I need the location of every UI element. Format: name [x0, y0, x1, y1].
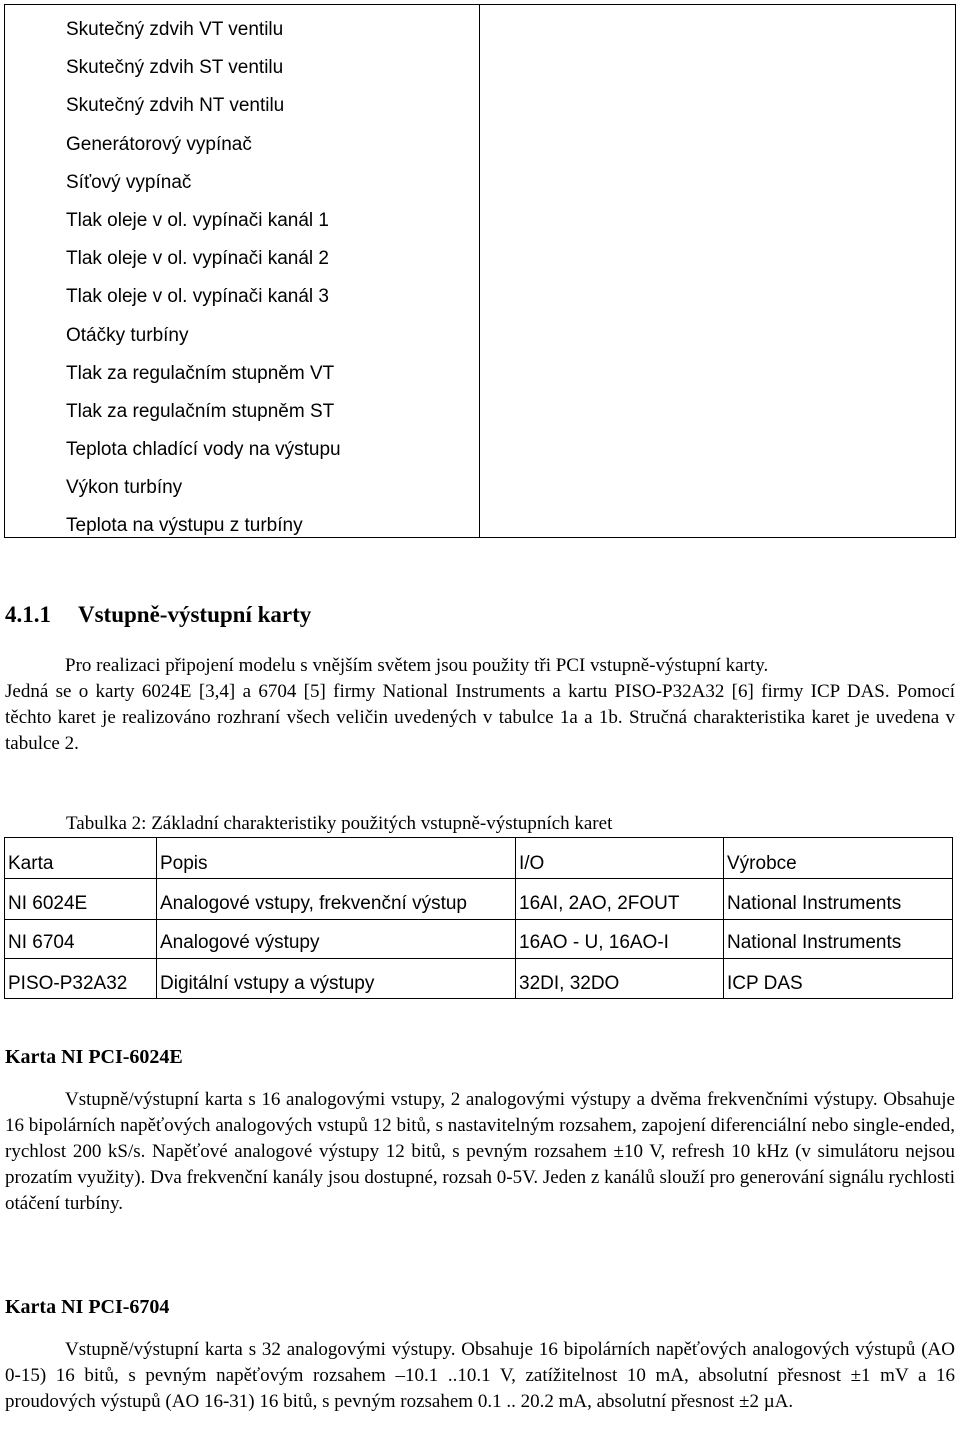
table-cell: National Instruments — [724, 920, 953, 959]
table-cell: 16AO - U, 16AO-I — [516, 920, 724, 959]
table-cell: ICP DAS — [724, 959, 953, 999]
signal-row: Otáčky turbíny — [66, 324, 189, 346]
paragraph-6704 — [5, 1337, 955, 1415]
column-header: Výrobce — [724, 838, 953, 879]
paragraph-6024e — [5, 1087, 955, 1217]
section-heading — [5, 602, 311, 628]
signal-list — [66, 15, 341, 550]
signal-row: Teplota na výstupu z turbíny — [66, 515, 303, 537]
table-row — [5, 879, 953, 920]
table-cell: National Instruments — [724, 879, 953, 920]
signal-row: Síťový vypínač — [66, 171, 192, 193]
column-header: Popis — [157, 838, 516, 879]
table-cell: PISO-P32A32 — [5, 959, 157, 999]
section-number: 4.1.1 — [5, 602, 51, 627]
table-right-border — [955, 5, 956, 537]
signal-row: Skutečný zdvih VT ventilu — [66, 19, 284, 40]
intro-paragraph-first-line: Pro realizaci připojení modelu s vnějším světem jsou použity tři PCI vstupně-výstupní karty. — [65, 655, 769, 676]
signal-row: Tlak oleje v ol. vypínači kanál 2 — [66, 248, 329, 270]
intro-paragraph-rest: Jedná se o karty 6024E [3,4] a 6704 [5] firmy National Instruments a kartu PISO-P32A32 [6] firmy ICP DAS. Pomocí těchto karet je realizováno rozhraní všech veličin uvedených v tabulce 1a a 1b. Stručná charakteristika karet je uvedena v tabulce 2. — [5, 681, 955, 754]
signal-row: Tlak oleje v ol. vypínači kanál 1 — [66, 209, 329, 231]
intro-paragraph — [5, 653, 955, 757]
column-header: Karta — [5, 838, 157, 879]
signal-row: Skutečný zdvih ST ventilu — [66, 57, 284, 79]
signal-row: Skutečný zdvih NT ventilu — [66, 95, 285, 117]
subsection-heading-6704: Karta NI PCI-6704 — [5, 1296, 170, 1318]
table-row — [5, 920, 953, 959]
table-header-row — [5, 838, 953, 879]
table-cell: Analogové vstupy, frekvenční výstup — [157, 879, 516, 920]
cards-table — [4, 837, 953, 999]
signal-row: Tlak oleje v ol. vypínači kanál 3 — [66, 286, 329, 308]
paragraph-6704-text: Vstupně/výstupní karta s 32 analogovými výstupy. Obsahuje 16 bipolárních napěťových analogových výstupů (AO 0-15) 16 bitů, s pevným napěťovým rozsahem –10.1 ..10.1 V, zatížitelnost 10 mA, absolutní přesnost ±1 mV a 16 proudových výstupů (AO 16-31) 16 bitů, s pevným rozsahem 0.1 .. 20.2 mA, absolutní přesnost ±2 µA. — [5, 1339, 955, 1412]
table-cell: Digitální vstupy a výstupy — [157, 959, 516, 999]
table-row — [5, 959, 953, 999]
table-column-divider — [479, 5, 480, 537]
table-cell: NI 6704 — [5, 920, 157, 959]
subsection-heading-6024e: Karta NI PCI-6024E — [5, 1046, 183, 1068]
signal-row: Tlak za regulačním stupněm VT — [66, 362, 335, 384]
signal-table — [4, 4, 956, 538]
signal-row: Teplota chladící vody na výstupu — [66, 439, 341, 461]
table-cell: 16AI, 2AO, 2FOUT — [516, 879, 724, 920]
column-header: I/O — [516, 838, 724, 879]
table-caption: Tabulka 2: Základní charakteristiky použitých vstupně-výstupních karet — [66, 813, 613, 834]
signal-row: Výkon turbíny — [66, 477, 183, 499]
table-cell: 32DI, 32DO — [516, 959, 724, 999]
section-title: Vstupně-výstupní karty — [78, 602, 312, 627]
signal-row: Tlak za regulačním stupněm ST — [66, 400, 335, 422]
paragraph-6024e-text: Vstupně/výstupní karta s 16 analogovými vstupy, 2 analogovými výstupy a dvěma frekvenčními výstupy. Obsahuje 16 bipolárních napěťových analogových vstupů 12 bitů, s nastavitelným rozsahem, zapojení diferenciální nebo single-ended, rychlost 200 kS/s. Napěťové analogové výstupy 12 bitů, s pevným rozsahem ±10 V, refresh 10 kHz (v simulátoru nejsou prozatím využity). Dva frekvenční kanály jsou dostupné, rozsah 0-5V. Jeden z kanálů slouží pro generování signálu rychlosti otáčení turbíny. — [5, 1089, 955, 1214]
signal-row: Generátorový vypínač — [66, 133, 252, 155]
table-cell: NI 6024E — [5, 879, 157, 920]
table-cell: Analogové výstupy — [157, 920, 516, 959]
